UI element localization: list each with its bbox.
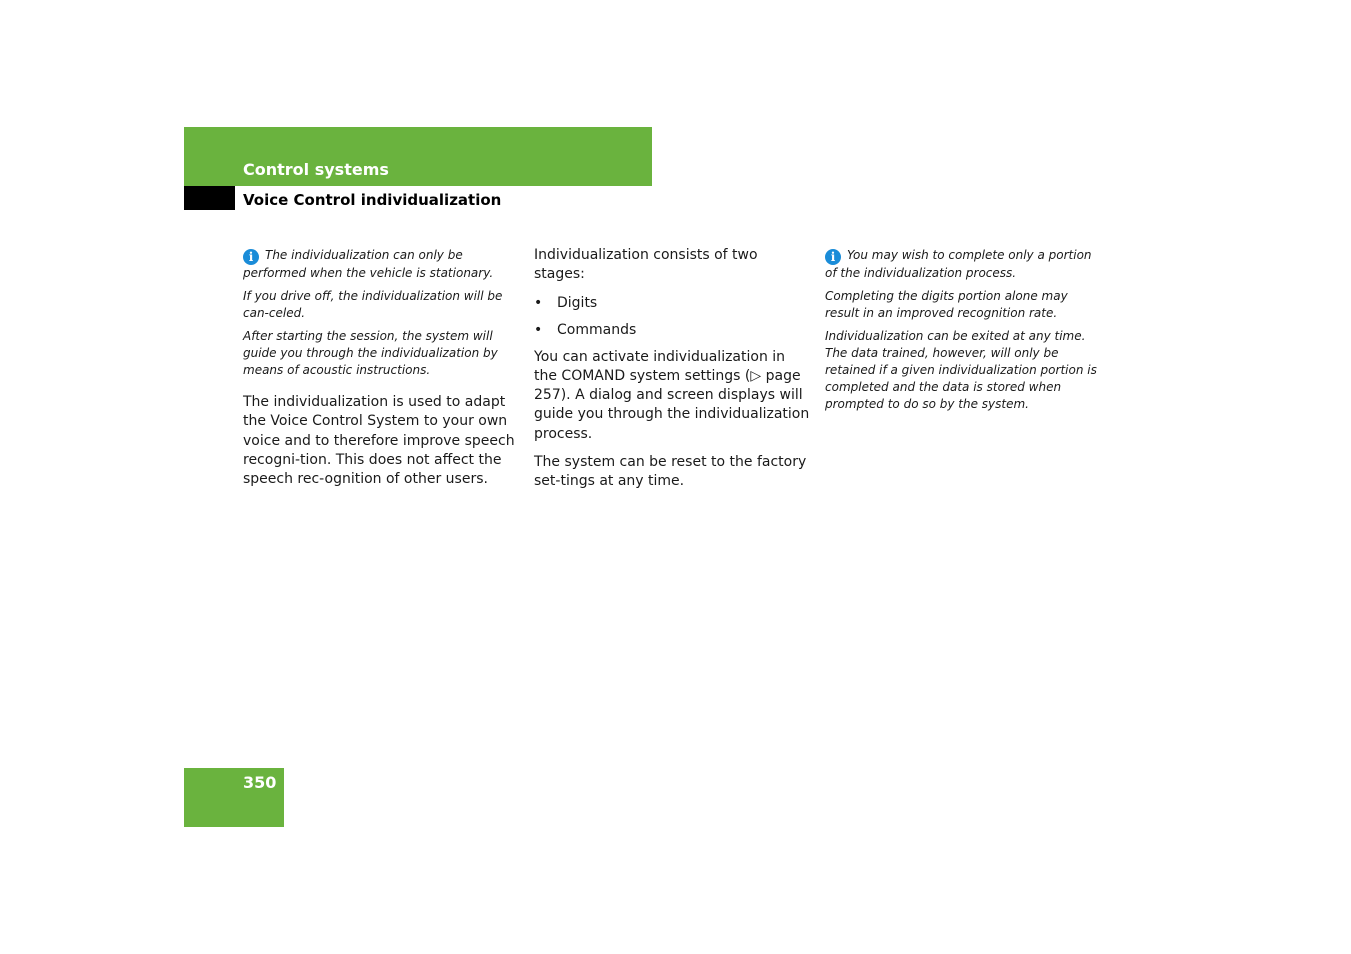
note-text: The individualization can only be performed when the vehicle is stationary.: [243, 248, 494, 280]
subsection-title: Voice Control individualization: [243, 191, 502, 209]
info-note: [825, 247, 1100, 282]
body-paragraph: You can activate individualization in the COMAND system settings (▷ page 257). A dialog and screen displays will guide you through the individualization process.: [534, 348, 810, 442]
note-text: Individualization can be exited at any time. The data trained, however, will only be retained if a given individualization portion is completed and the data is stored when prompted to do so by the system.: [825, 329, 1097, 411]
info-icon: i: [825, 249, 841, 265]
column-3: [825, 247, 1100, 419]
section-marker: [184, 186, 235, 210]
section-title: Control systems: [243, 160, 389, 179]
stage-list: [534, 294, 810, 340]
body-paragraph: The system can be reset to the factory set-tings at any time.: [534, 454, 807, 490]
column-2: [534, 246, 810, 501]
intro-paragraph: Individualization consists of two stages:: [534, 247, 758, 283]
info-note: [243, 247, 515, 282]
body-paragraph: The individualization is used to adapt the Voice Control System to your own voice and to therefore improve speech recogni-tion. This does not affect the speech rec-ognition of other users.: [243, 394, 515, 488]
bullet-symbol: •: [534, 321, 543, 338]
list-item-label: Digits: [557, 294, 598, 311]
list-item-label: Commands: [557, 321, 637, 338]
list-item: [534, 294, 810, 313]
column-1: [243, 247, 515, 498]
note-text: If you drive off, the individualization will be can-celed.: [243, 289, 503, 320]
note-text: You may wish to complete only a portion of the individualization process.: [825, 248, 1092, 280]
page-number: 350: [243, 773, 277, 792]
note-text: Completing the digits portion alone may result in an improved recognition rate.: [825, 289, 1068, 320]
bullet-symbol: •: [534, 294, 543, 311]
info-icon: i: [243, 249, 259, 265]
note-text: After starting the session, the system will guide you through the individualization by means of acoustic instructions.: [243, 329, 498, 377]
list-item: [534, 321, 810, 340]
